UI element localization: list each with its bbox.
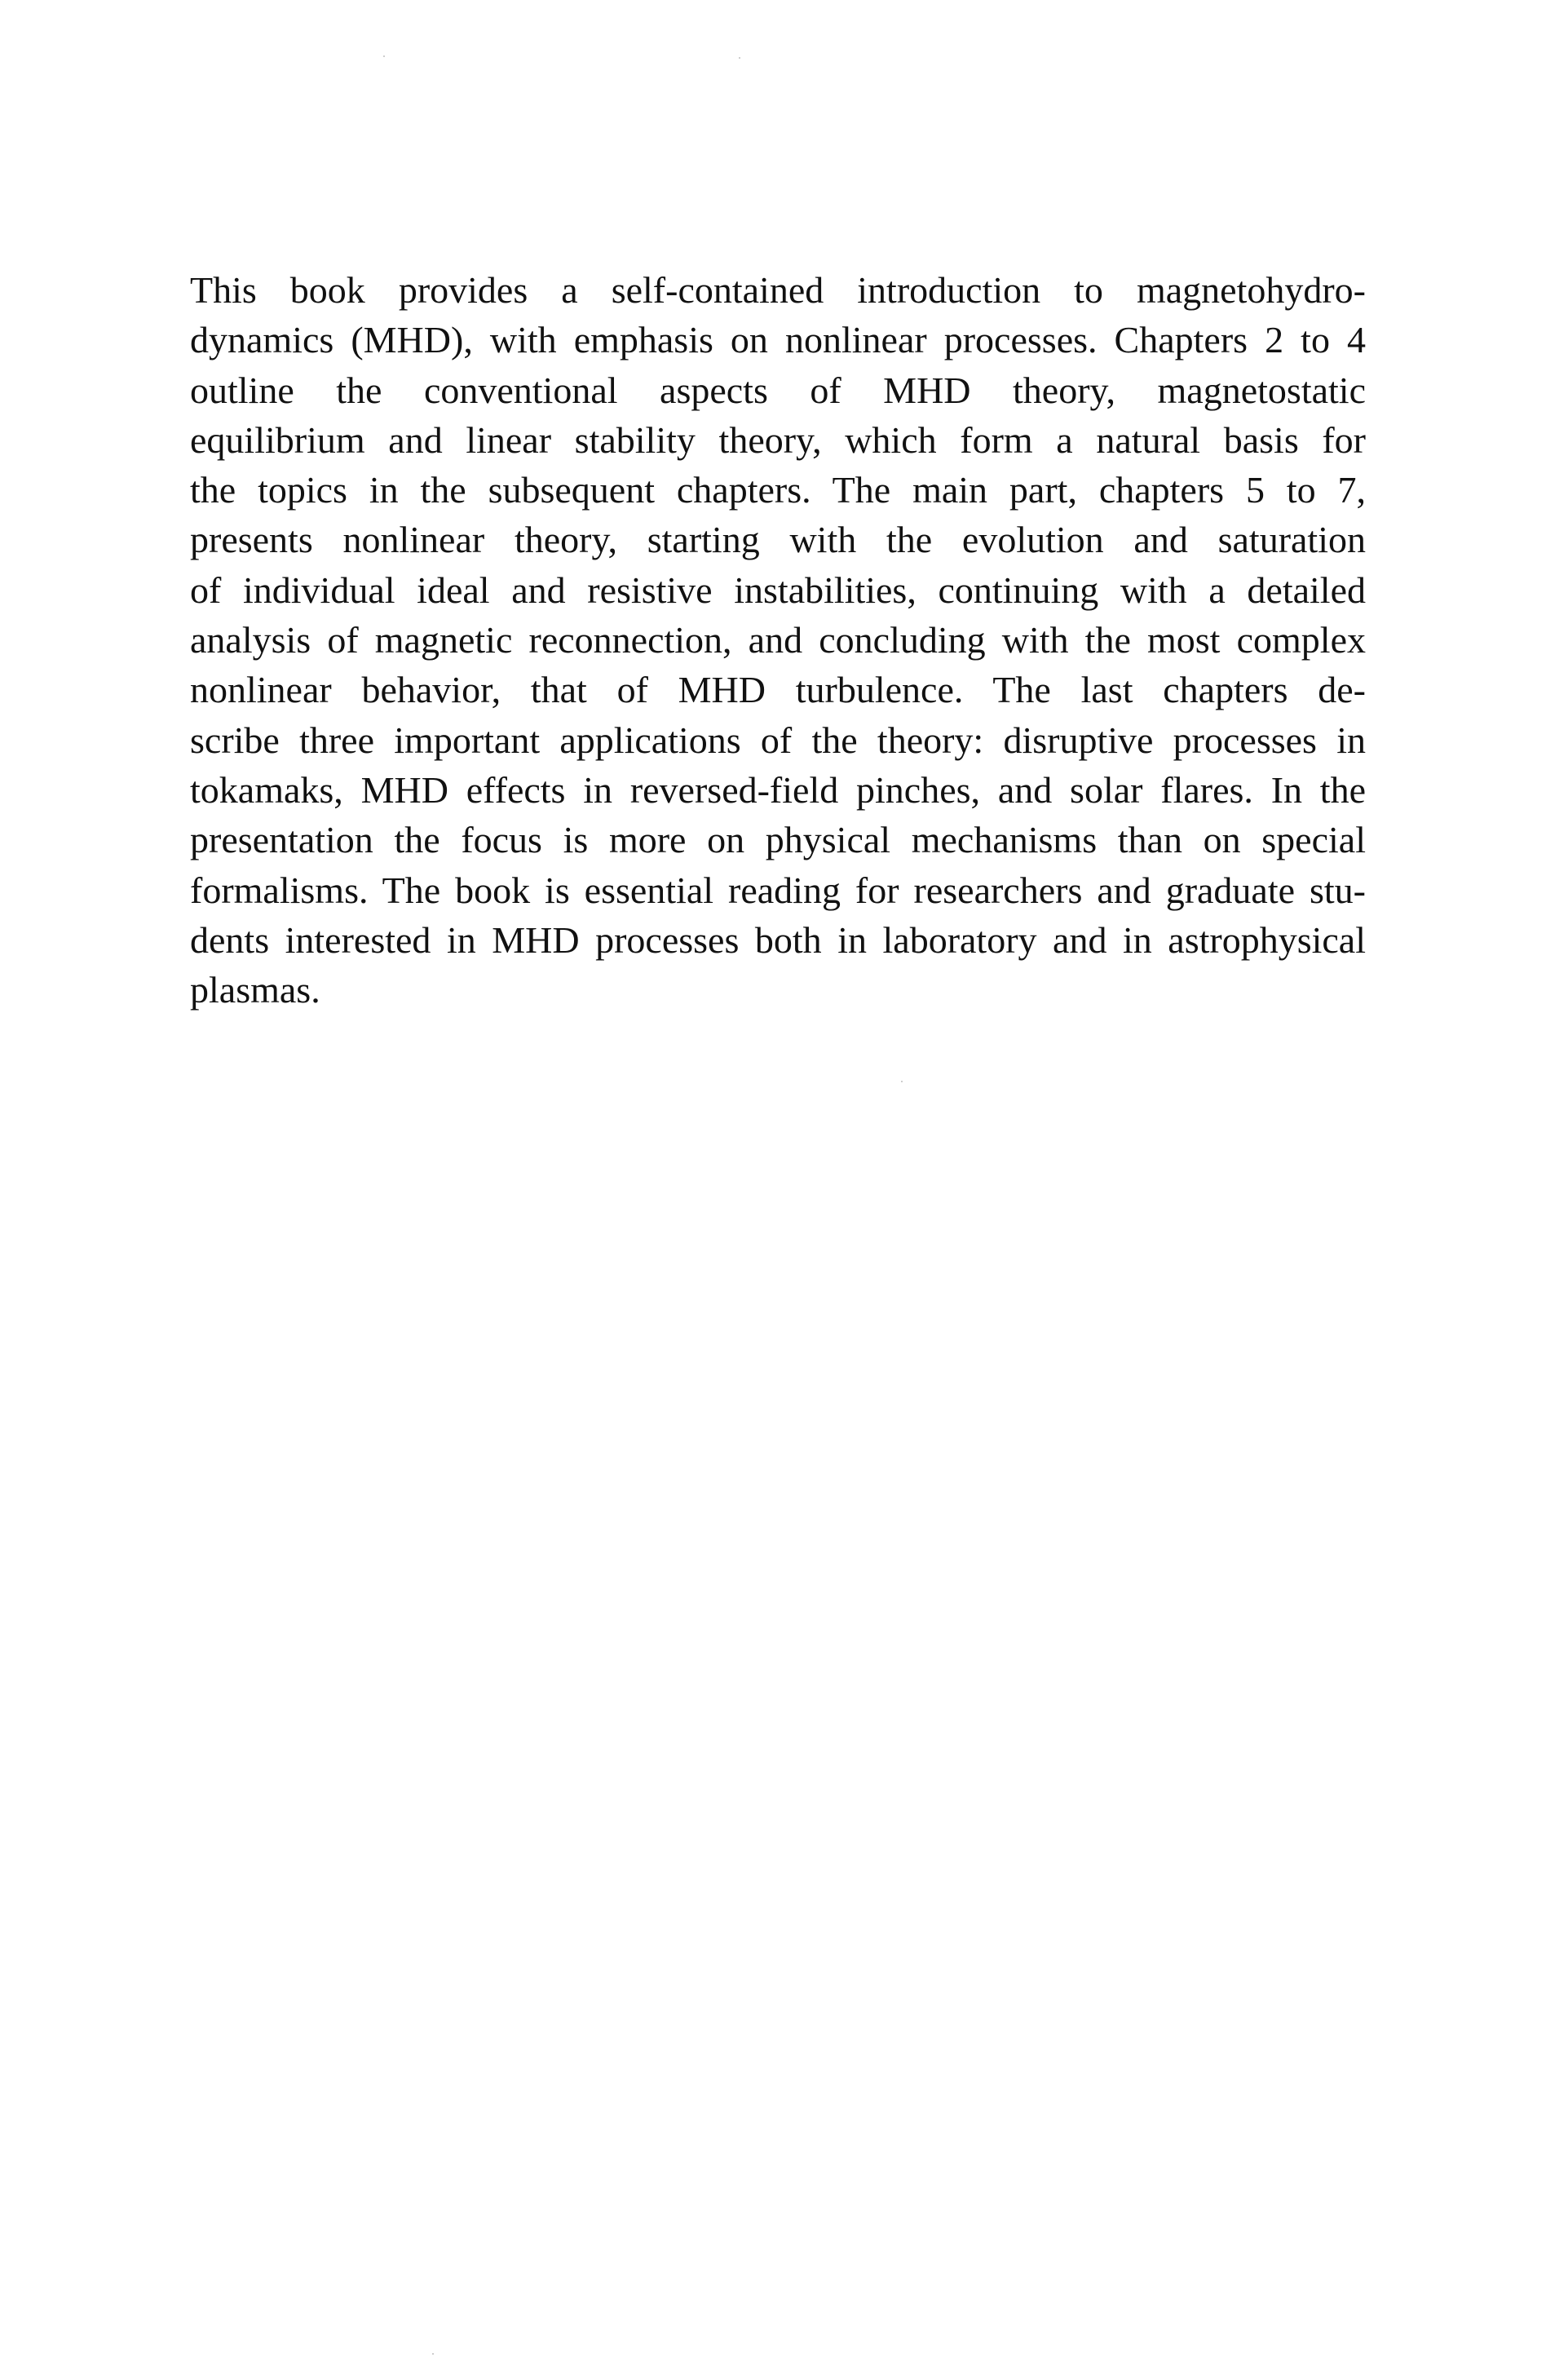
text-line: scribe three important applications of the theory: disruptive processes in	[190, 719, 1366, 761]
text-line: of individual ideal and resistive instabilities, continuing with a detailed	[190, 568, 1366, 611]
scan-speck	[432, 2353, 434, 2355]
text-line: tokamaks, MHD effects in reversed-field pinches, and solar flares. In the	[190, 768, 1366, 811]
text-line: nonlinear behavior, that of MHD turbulence. The last chapters de-	[190, 669, 1366, 711]
text-line: analysis of magnetic reconnection, and concluding with the most complex	[190, 619, 1366, 661]
book-description	[190, 265, 1366, 1015]
scan-speck	[901, 1081, 903, 1082]
scan-speck	[739, 57, 740, 59]
text-line: formalisms. The book is essential reading for researchers and graduate stu-	[190, 869, 1366, 911]
text-line: presents nonlinear theory, starting with the evolution and saturation	[190, 519, 1366, 561]
text-line: dents interested in MHD processes both in laboratory and in astrophysical	[190, 918, 1366, 961]
scan-speck	[383, 55, 385, 57]
text-line: dynamics (MHD), with emphasis on nonlinear processes. Chapters 2 to 4	[190, 319, 1366, 361]
text-line: equilibrium and linear stability theory, which form a natural basis for	[190, 418, 1366, 461]
text-line: presentation the focus is more on physical mechanisms than on special	[190, 819, 1366, 861]
text-line: plasmas.	[190, 969, 320, 1011]
text-line: This book provides a self-contained introduction to magnetohydro-	[190, 269, 1366, 311]
text-line: outline the conventional aspects of MHD theory, magnetostatic	[190, 369, 1366, 411]
text-line: the topics in the subsequent chapters. The main part, chapters 5 to 7,	[190, 469, 1366, 511]
